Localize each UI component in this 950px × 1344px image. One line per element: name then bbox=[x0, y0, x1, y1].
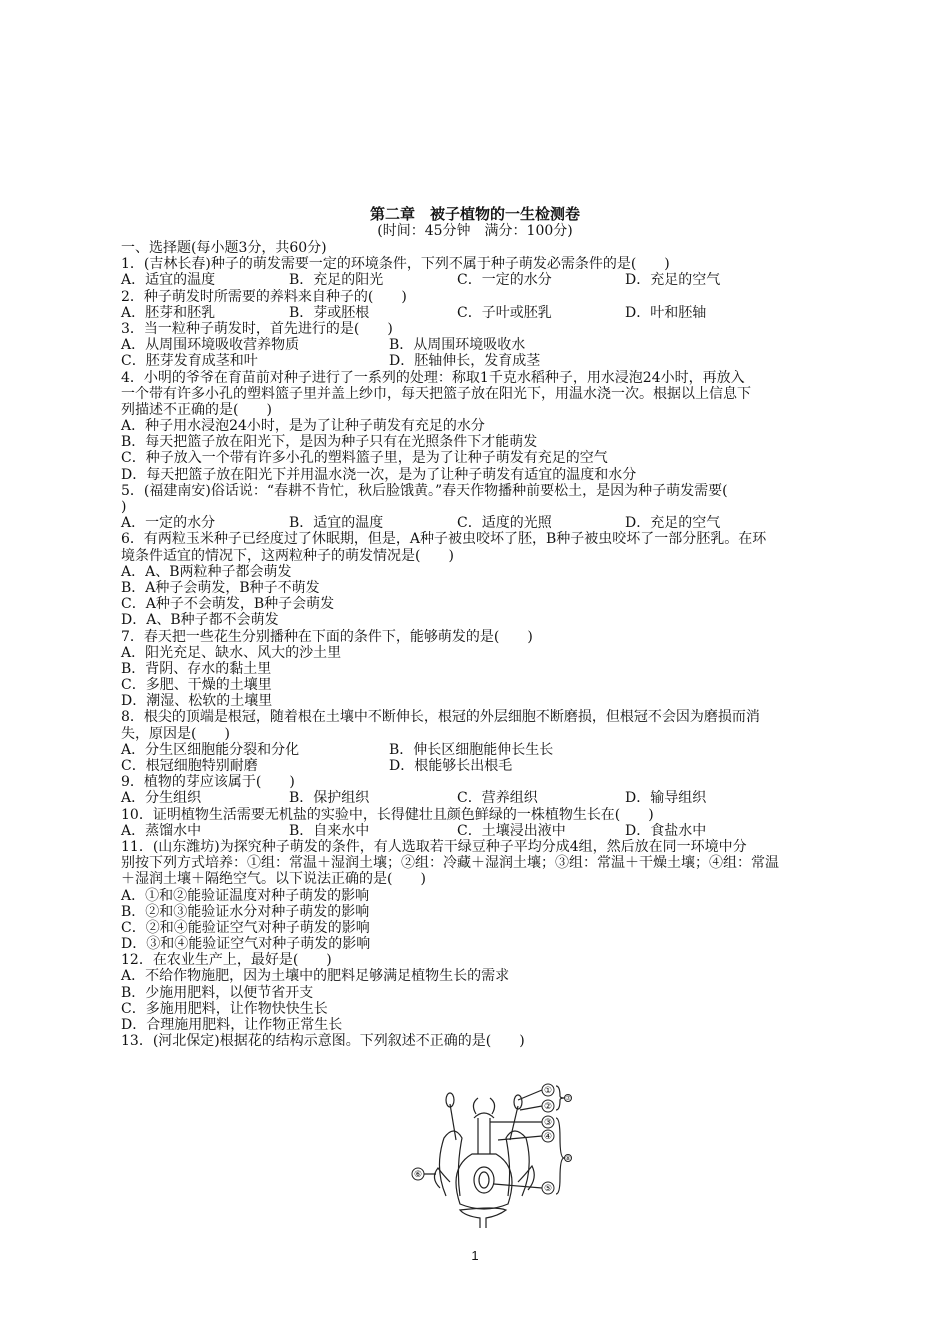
option: D．③和④能验证空气对种子萌发的影响 bbox=[121, 936, 371, 953]
option: A．一定的水分 bbox=[121, 515, 216, 532]
option-row bbox=[121, 823, 833, 839]
option-row bbox=[121, 337, 833, 353]
question-stem: 8．根尖的顶端是根冠，随着根在土壤中不断伸长，根冠的外层细胞不断磨损，但根冠不会因为磨损而消 bbox=[121, 709, 760, 726]
question-stem: ) bbox=[121, 499, 127, 515]
option: B．少施用肥料，以便节省开支 bbox=[121, 984, 314, 1001]
label-4: ④ bbox=[543, 1132, 553, 1142]
question-stem: 12．在农业生产上，最好是( ) bbox=[121, 952, 332, 969]
label-8: ⑧ bbox=[565, 1155, 571, 1162]
question-stem: 别按下列方式培养：①组：常温＋湿润土壤；②组：冷藏＋湿润土壤；③组：常温＋干燥土壤；④组：常温 bbox=[121, 855, 779, 872]
label-2: ② bbox=[543, 1102, 553, 1112]
section-heading: 一、选择题(每小题3分，共60分) bbox=[121, 240, 327, 256]
option: B．A种子会萌发，B种子不萌发 bbox=[121, 579, 320, 596]
option: A．分生区细胞能分裂和分化 bbox=[121, 741, 300, 758]
option: C．②和④能验证空气对种子萌发的影响 bbox=[121, 919, 370, 936]
option: D．合理施用肥料，让作物正常生长 bbox=[121, 1017, 343, 1033]
label-6: ⑥ bbox=[413, 1170, 423, 1180]
option: C．多肥、干燥的土壤里 bbox=[121, 677, 272, 694]
option: D．充足的空气 bbox=[625, 515, 721, 532]
page-number: 1 bbox=[471, 1248, 479, 1263]
option: D．A、B种子都不会萌发 bbox=[121, 612, 279, 629]
option: C．A种子不会萌发，B种子会萌发 bbox=[121, 596, 335, 613]
question-stem: 9．植物的芽应该属于( ) bbox=[121, 774, 295, 791]
question-body bbox=[121, 240, 833, 1049]
option: C．胚芽发育成茎和叶 bbox=[121, 353, 258, 370]
flower-structure-diagram bbox=[410, 1078, 572, 1230]
option: B．每天把篮子放在阳光下，是因为种子只有在光照条件下才能萌发 bbox=[121, 434, 538, 451]
option: D．输导组织 bbox=[625, 790, 707, 807]
option: C．多施用肥料，让作物快快生长 bbox=[121, 1000, 328, 1017]
label-1: ① bbox=[543, 1086, 553, 1096]
option: B．充足的阳光 bbox=[289, 272, 384, 289]
option: A．阳光充足、缺水、风大的沙土里 bbox=[121, 644, 342, 661]
label-5: ⑤ bbox=[543, 1184, 553, 1194]
question-stem: ＋湿润土壤＋隔绝空气。以下说法正确的是( ) bbox=[121, 871, 426, 888]
option-row bbox=[121, 353, 833, 369]
question-stem: 7．春天把一些花生分别播种在下面的条件下，能够萌发的是( ) bbox=[121, 628, 533, 645]
option: C．一定的水分 bbox=[457, 272, 552, 289]
option: D．潮湿、松软的土壤里 bbox=[121, 693, 273, 710]
option: A．①和②能验证温度对种子萌发的影响 bbox=[121, 887, 370, 904]
option: C．适度的光照 bbox=[457, 515, 552, 532]
option: A．A、B两粒种子都会萌发 bbox=[121, 563, 292, 580]
option: B．从周围环境吸收水 bbox=[389, 337, 526, 354]
option: C．营养组织 bbox=[457, 790, 538, 807]
label-3: ③ bbox=[543, 1118, 553, 1128]
option: C．土壤浸出液中 bbox=[457, 822, 566, 839]
option: B．②和③能验证水分对种子萌发的影响 bbox=[121, 903, 370, 920]
option-row bbox=[121, 305, 833, 321]
question-stem: 4．小明的爷爷在育苗前对种子进行了一系列的处理：称取1千克水稻种子，用水浸泡24小时，再放入 bbox=[121, 369, 745, 386]
option: D．充足的空气 bbox=[625, 272, 721, 289]
option: A．不给作物施肥，因为土壤中的肥料足够满足植物生长的需求 bbox=[121, 968, 510, 985]
question-stem: 一个带有许多小孔的塑料篮子里并盖上纱巾，每天把篮子放在阳光下，用温水浇一次。根据以上信息下 bbox=[121, 385, 751, 402]
option: D．胚轴伸长，发育成茎 bbox=[389, 353, 541, 370]
option-row bbox=[121, 742, 833, 758]
option: C．根冠细胞特别耐磨 bbox=[121, 758, 258, 774]
option-row bbox=[121, 515, 833, 531]
option-row bbox=[121, 790, 833, 806]
option: C．子叶或胚乳 bbox=[457, 304, 552, 321]
question-stem: 10．证明植物生活需要无机盐的实验中，长得健壮且颜色鲜绿的一株植物生长在( ) bbox=[121, 806, 654, 823]
question-stem: 13．(河北保定)根据花的结构示意图。下列叙述不正确的是( ) bbox=[121, 1033, 525, 1050]
question-stem: 失，原因是( ) bbox=[121, 725, 230, 742]
page-title: 第二章 被子植物的一生检测卷 bbox=[369, 205, 580, 223]
option: B．伸长区细胞能伸长生长 bbox=[389, 741, 554, 758]
label-7: ⑦ bbox=[565, 1095, 571, 1102]
option: C．种子放入一个带有许多小孔的塑料篮子里，是为了让种子萌发有充足的空气 bbox=[121, 450, 608, 467]
question-stem: 11．(山东潍坊)为探究种子萌发的条件，有人选取若干绿豆种子平均分成4组，然后放在同一环境中分 bbox=[121, 838, 747, 855]
question-stem: 2．种子萌发时所需要的养料来自种子的( ) bbox=[121, 288, 407, 305]
page-subtitle: (时间：45分钟 满分：100分) bbox=[377, 223, 573, 239]
question-stem: 5．(福建南安)俗话说：“春耕不肯忙，秋后脸饿黄。”春天作物播种前要松土，是因为种子萌发需要( bbox=[121, 482, 728, 499]
option: A．从周围环境吸收营养物质 bbox=[121, 337, 300, 354]
question-stem: 3．当一粒种子萌发时，首先进行的是( ) bbox=[121, 320, 393, 337]
option-row bbox=[121, 758, 833, 774]
option-row bbox=[121, 272, 833, 288]
question-stem: 1．(吉林长春)种子的萌发需要一定的环境条件，下列不属于种子萌发必需条件的是( ) bbox=[121, 256, 670, 273]
option: A．种子用水浸泡24小时，是为了让种子萌发有充足的水分 bbox=[121, 418, 485, 435]
option: D．食盐水中 bbox=[625, 822, 707, 839]
question-stem: 6．有两粒玉米种子已经度过了休眠期，但是，A种子被虫咬坏了胚，B种子被虫咬坏了一部分胚乳。在环 bbox=[121, 531, 767, 548]
option: B．自来水中 bbox=[289, 822, 370, 839]
option: D．叶和胚轴 bbox=[625, 304, 707, 321]
option: A．适宜的温度 bbox=[121, 272, 216, 289]
option: D．每天把篮子放在阳光下并用温水浇一次，是为了让种子萌发有适宜的温度和水分 bbox=[121, 466, 637, 483]
option: B．保护组织 bbox=[289, 790, 370, 807]
option: B．适宜的温度 bbox=[289, 515, 384, 532]
question-stem: 境条件适宜的情况下，这两粒种子的萌发情况是( ) bbox=[121, 547, 454, 564]
option: A．胚芽和胚乳 bbox=[121, 304, 216, 321]
option: B．背阴、存水的黏土里 bbox=[121, 660, 272, 677]
question-stem: 列描述不正确的是( ) bbox=[121, 401, 272, 418]
option: A．分生组织 bbox=[121, 790, 202, 807]
option: A．蒸馏水中 bbox=[121, 822, 202, 839]
option: B．芽或胚根 bbox=[289, 304, 370, 321]
option: D．根能够长出根毛 bbox=[389, 758, 513, 774]
